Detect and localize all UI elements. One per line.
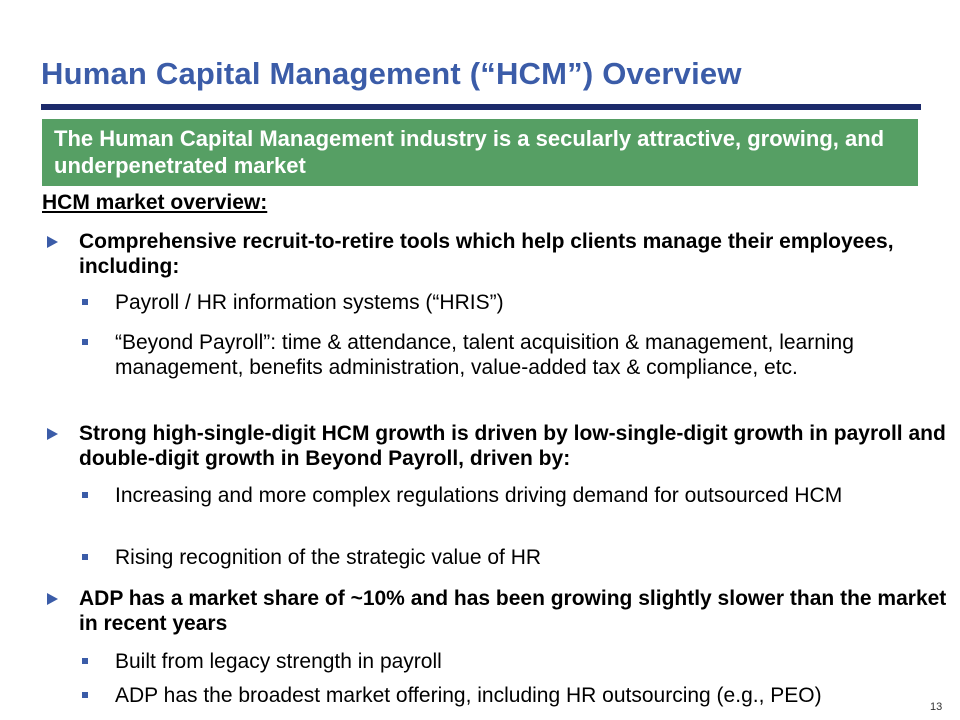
- sub-bullet-item: [115, 683, 950, 708]
- triangle-right-icon: [47, 593, 58, 605]
- square-icon: [82, 692, 88, 698]
- square-icon: [82, 339, 88, 345]
- bullet-item: [79, 229, 949, 279]
- sub-bullet-item: [115, 290, 950, 315]
- sub-bullet-item: [115, 649, 950, 674]
- key-message-banner: The Human Capital Management industry is a secularly attractive, growing, and underpenetrated market: [42, 119, 918, 186]
- sub-bullet-text: “Beyond Payroll”: time & attendance, talent acquisition & management, learning management, benefits administration, value-added tax & compliance, etc.: [115, 331, 854, 379]
- square-icon: [82, 299, 88, 305]
- sub-bullet-text: ADP has the broadest market offering, including HR outsourcing (e.g., PEO): [115, 684, 822, 707]
- square-icon: [82, 554, 88, 560]
- sub-bullet-item: [115, 330, 950, 380]
- section-heading: HCM market overview:: [42, 191, 268, 214]
- bullet-text: Comprehensive recruit-to-retire tools which help clients manage their employees, including:: [79, 230, 894, 278]
- slide-title: Human Capital Management (“HCM”) Overview: [41, 56, 742, 91]
- sub-bullet-text: Payroll / HR information systems (“HRIS”): [115, 291, 504, 314]
- square-icon: [82, 658, 88, 664]
- sub-bullet-item: [115, 483, 950, 508]
- bullet-text: ADP has a market share of ~10% and has been growing slightly slower than the market in recent years: [79, 587, 947, 635]
- sub-bullet-item: [115, 545, 950, 570]
- bullet-text: Strong high-single-digit HCM growth is driven by low-single-digit growth in payroll and double-digit growth in Beyond Payroll, driven by:: [79, 422, 946, 470]
- triangle-right-icon: [47, 236, 58, 248]
- triangle-right-icon: [47, 428, 58, 440]
- page-number: 13: [930, 701, 943, 713]
- bullet-item: [79, 421, 949, 471]
- square-icon: [82, 492, 88, 498]
- sub-bullet-text: Built from legacy strength in payroll: [115, 650, 442, 673]
- sub-bullet-text: Increasing and more complex regulations driving demand for outsourced HCM: [115, 484, 843, 507]
- bullet-item: [79, 586, 949, 636]
- sub-bullet-text: Rising recognition of the strategic value of HR: [115, 546, 542, 569]
